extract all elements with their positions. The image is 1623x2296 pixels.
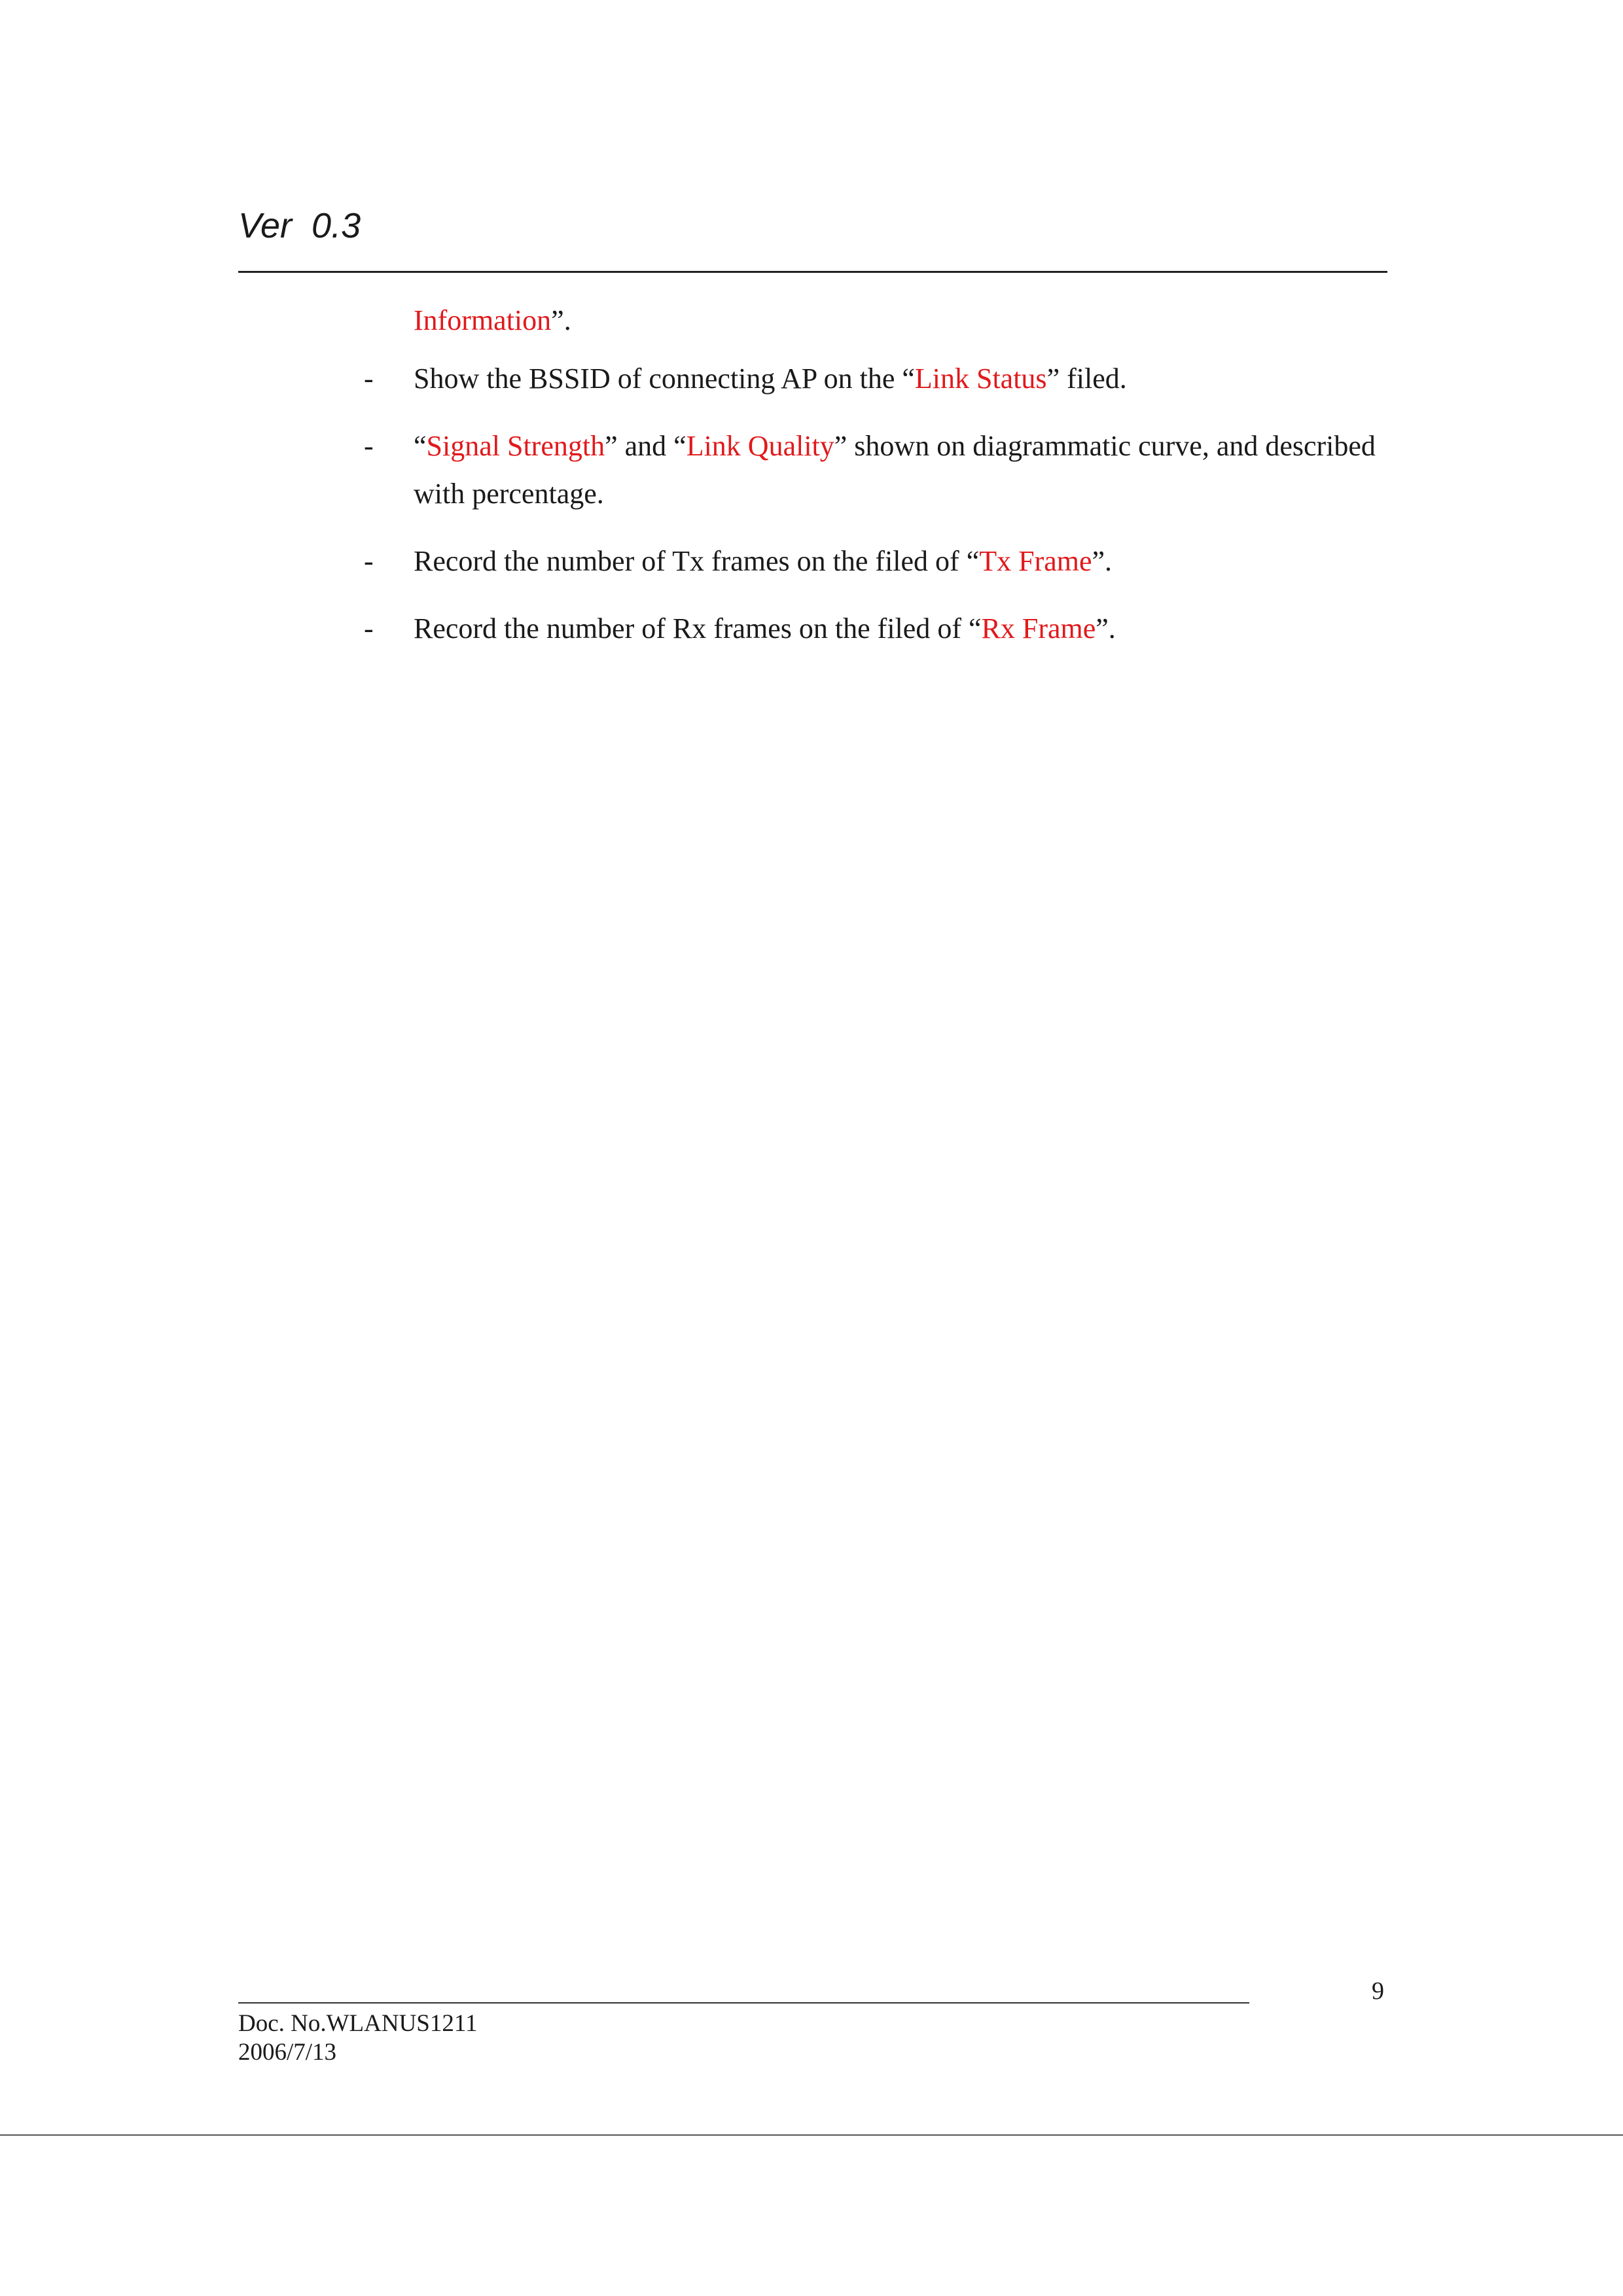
highlight-term: Link Quality [686,430,834,462]
continuation-punctuation: ”. [551,304,571,336]
bullet-item [361,422,1408,518]
highlight-term: Link Status [914,362,1047,395]
header-divider [238,271,1387,273]
bullet-text-segment: ” shown on diagrammatic curve, and described with percentage. [414,430,1376,510]
page-bottom-divider [0,2134,1623,2136]
bullet-item [361,605,1408,652]
feature-bullet-list [361,355,1408,672]
bullet-text-segment: “ [414,430,427,462]
bullet-text [414,355,1408,402]
bullet-text-segment: ”. [1096,612,1116,645]
bullet-text-segment: Show the BSSID of connecting AP on the “ [414,362,915,395]
bullet-item [361,537,1408,585]
document-date: 2006/7/13 [238,2039,337,2066]
bullet-dash [364,355,374,402]
bullet-item [361,355,1408,402]
highlight-term: Information [414,304,552,336]
bullet-dash [364,422,374,470]
bullet-text-segment: ” and “ [605,430,687,462]
bullet-text [414,605,1408,652]
page-number: 9 [1372,1977,1384,2005]
highlight-term: Signal Strength [426,430,605,462]
bullet-text [414,537,1408,585]
highlight-term: Rx Frame [981,612,1096,645]
bullet-text-segment: Record the number of Rx frames on the filed of “ [414,612,982,645]
bullet-dash [364,537,374,585]
continuation-line [414,306,571,335]
bullet-text-segment: Record the number of Tx frames on the filed of “ [414,545,980,577]
bullet-dash [364,605,374,652]
bullet-text [414,422,1408,518]
version-header: Ver 0.3 [238,206,361,245]
bullet-text-segment: ” filed. [1046,362,1127,395]
highlight-term: Tx Frame [979,545,1092,577]
bullet-text-segment: ”. [1092,545,1113,577]
footer-divider [238,2002,1249,2004]
document-number: Doc. No.WLANUS1211 [238,2010,478,2037]
